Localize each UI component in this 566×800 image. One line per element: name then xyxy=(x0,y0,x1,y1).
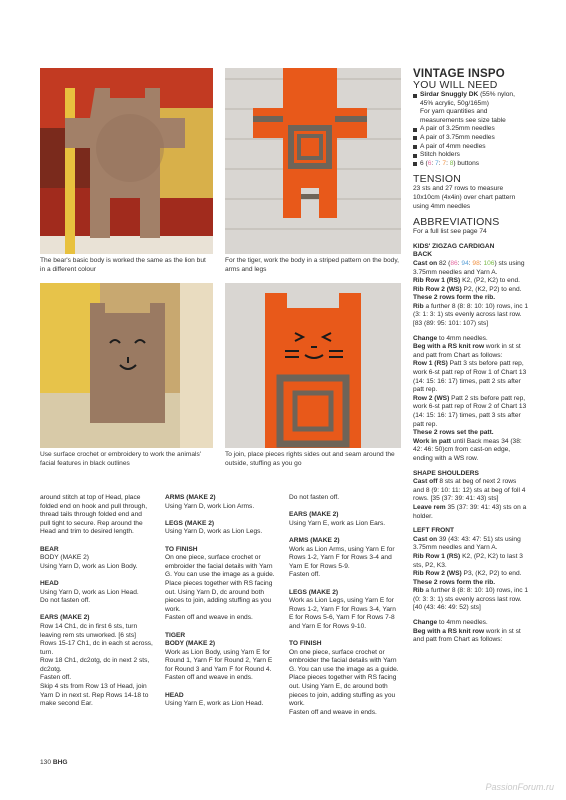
finish-heading: TO FINISH xyxy=(165,545,198,553)
tiger-legs-text: Work as Lion Legs, using Yarn E for Rows 1-2, Yarn F for Rows 3-4, Yarn E for Rows 5-6, Yarn F for Rows 7-8 and Yarn E for Rows 9-10. xyxy=(289,597,396,630)
tiger-finish-text-3: Fasten off and weave in ends. xyxy=(289,708,377,716)
back-rib-row-2: Rib Row 2 (WS) P2, (K2, P2) to end. xyxy=(413,285,522,293)
tiger-ears-heading: EARS (MAKE 2) xyxy=(289,511,339,519)
tiger-body-text: Work as Lion Body, using Yarn E for Round 1, Yarn F for Round 2, Yarn E for Round 3 and Yarn F for Round 4. xyxy=(165,648,273,673)
tension-heading: TENSION xyxy=(413,173,462,186)
left-rib-further: Rib a further 8 (8: 8: 10: 10) rows, inc 1 (0: 3: 3: 1) sts evenly across last row. [40 (43: 46: 49: 52) sts] xyxy=(413,587,529,612)
ears-text-4: Skip 4 sts from Row 13 of Head, join Yarn D in next st. Rep Rows 14-18 to make second Ear. xyxy=(40,683,149,708)
left-front-heading: LEFT FRONT xyxy=(413,527,455,535)
column-1 xyxy=(40,494,153,709)
head-heading: HEAD xyxy=(40,579,59,587)
finish-text-2: Place pieces together with RS facing out. Using Yarn D, dc around both pieces to join, adding stuffing as you work. xyxy=(165,579,273,613)
caption-tiger: For the tiger, work the body in a striped pattern on the body, arms and legs xyxy=(225,257,399,273)
tiger-finish-heading: TO FINISH xyxy=(289,640,322,648)
tiger-head-heading: HEAD xyxy=(165,691,184,699)
left-rib-row-1: Rib Row 1 (RS) K2, (P2, K2) to last 3 sts, P2, K3. xyxy=(413,552,523,569)
arms-text: Using Yarn D, work Lion Arms. xyxy=(165,502,255,510)
bear-body-text: Using Yarn D, work as Lion Body. xyxy=(40,562,138,570)
photo-bear-face xyxy=(40,283,213,448)
legs-text: Using Yarn D, work as Lion Legs. xyxy=(165,528,263,536)
ears-text-3: Fasten off. xyxy=(40,674,72,682)
shoulders-cast-off: Cast off 8 sts at beg of next 2 rows and 8 (9: 10: 11: 12) sts at beg of foll 4 rows. [35 (37: 39: 41: 43) sts] xyxy=(413,478,526,503)
material-needles-375: A pair of 3.75mm needles xyxy=(413,134,529,143)
tension-text: 23 sts and 27 rows to measure 10x10cm (4x4in) over chart pattern using 4mm needles xyxy=(413,185,516,210)
shape-shoulders-heading: SHAPE SHOULDERS xyxy=(413,469,479,477)
left-cast-on: Cast on 39 (43: 43: 47: 51) sts using 3.75mm needles and Yarn A. xyxy=(413,535,521,552)
abbreviations-text: For a full list see page 74 xyxy=(413,228,487,236)
left-rib-form: These 2 rows form the rib. xyxy=(413,578,496,586)
back-cast-on: Cast on 82 (86: 94: 98: 106) sts using 3.75mm needles and Yarn A. xyxy=(413,259,525,276)
abbreviations-heading: ABBREVIATIONS xyxy=(413,216,500,229)
page-footer xyxy=(40,759,68,766)
materials-list xyxy=(413,91,529,168)
photo-tiger-body xyxy=(225,68,401,254)
tiger-ears-text: Using Yarn E, work as Lion Ears. xyxy=(289,519,386,527)
head-text: Using Yarn D, work as Lion Head. xyxy=(40,588,139,596)
tiger-arms-text: Work as Lion Arms, using Yarn E for Rows 1-2, Yarn F for Rows 3-4 and Yarn E for Rows 5-9. xyxy=(289,545,395,570)
material-yarn: Sirdar Snuggly DK (55% nylon, 45% acrylic, 50g/165m) xyxy=(413,91,529,108)
legs-heading: LEGS (MAKE 2) xyxy=(165,519,215,527)
back-rib-further: Rib a further 8 (8: 8: 10: 10) rows, inc 1 (3: 1: 3: 1) sts evenly across last row. [83 (89: 95: 101: 107) sts] xyxy=(413,302,529,328)
column-3 xyxy=(289,494,401,717)
back-row-1: Row 1 (RS) Patt 3 sts before patt rep, work 6-st patt rep of Row 1 of Chart 13 (14: 15: 16: 17) times, patt 2 sts after patt rep. xyxy=(413,360,527,394)
material-yarn-note: For yarn quantities and measurements see size table xyxy=(420,108,506,124)
intro-text: around stitch at top of Head, place folded end on hook and pull through, thread tails through folded end and pull tight to secure. Rep around the Head and trim to desired length. xyxy=(40,494,148,536)
back-row-2: Row 2 (WS) Patt 2 sts before patt rep, work 6-st patt rep of Row 2 of Chart 13 (14: 15: 16: 17) times, patt 3 sts after patt rep. xyxy=(413,394,527,428)
back-change-needles: Change to 4mm needles. xyxy=(413,334,488,342)
magazine-brand: BHG xyxy=(52,759,68,766)
bear-heading: BEAR xyxy=(40,545,59,553)
shoulders-leave: Leave rem 35 (37: 39: 41: 43) sts on a holder. xyxy=(413,503,527,520)
tiger-legs-heading: LEGS (MAKE 2) xyxy=(289,588,339,596)
tiger-heading: TIGER xyxy=(165,631,186,639)
watermark: PassionForum.ru xyxy=(485,782,554,792)
ears-text: Row 14 Ch1, dc in first 6 sts, turn leaving rem sts unworked. [6 sts] Rows 15-17 Ch1, dc in each st across, turn. xyxy=(40,622,153,656)
tiger-body-heading: BODY (MAKE 2) xyxy=(165,640,216,648)
back-begin-knit: Beg with a RS knit row work in st st and patt from Chart as follows: xyxy=(413,343,521,359)
bear-body-subheading: BODY (MAKE 2) xyxy=(40,554,89,562)
left-change-needles: Change to 4mm needles. xyxy=(413,619,488,627)
no-fasten-text: Do not fasten off. xyxy=(289,494,340,501)
sidebar-title: VINTAGE INSPO xyxy=(413,68,505,80)
tiger-finish-text-2: Place pieces together with RS facing out. Using Yarn E, dc around both pieces to join, adding stuffing as you work. xyxy=(289,674,397,708)
tiger-arms-heading: ARMS (MAKE 2) xyxy=(289,536,340,544)
sidebar-pattern xyxy=(413,68,529,645)
photo-tiger-face xyxy=(225,283,401,448)
back-work-in-patt: Work in patt until Back meas 34 (38: 42: 46: 50)cm from cast-on edge, ending with a WS row. xyxy=(413,437,522,462)
caption-bear: The bear's basic body is worked the same as the lion but in a different colour xyxy=(40,257,206,273)
finish-text-3: Fasten off and weave in ends. xyxy=(165,614,253,622)
column-2 xyxy=(165,494,277,709)
arms-heading: ARMS (MAKE 2) xyxy=(165,494,216,501)
back-heading: BACK xyxy=(413,251,433,259)
back-rib-row-1: Rib Row 1 (RS) K2, (P2, K2) to end. xyxy=(413,277,521,285)
caption-bear-face: Use surface crochet or embroidery to work the animals' facial features in black outlines xyxy=(40,451,202,467)
tiger-body-text-2: Fasten off and weave in ends. xyxy=(165,674,253,682)
caption-tiger-join: To join, place pieces rights sides out and seam around the outside, stuffing as you go xyxy=(225,451,395,467)
tiger-arms-text-2: Fasten off. xyxy=(289,571,321,579)
head-text-2: Do not fasten off. xyxy=(40,597,91,605)
kids-cardigan-heading: KIDS' ZIGZAG CARDIGAN xyxy=(413,242,495,250)
left-rib-row-2: Rib Row 2 (WS) P3, (K2, P2) to end. xyxy=(413,570,522,578)
tiger-finish-text: On one piece, surface crochet or embroider the facial details with Yarn G. You can use the image as a guide. xyxy=(289,648,399,673)
material-stitch-holders: Stitch holders xyxy=(413,151,529,160)
back-rib-form: These 2 rows form the rib. xyxy=(413,294,496,302)
back-set-patt: These 2 rows set the patt. xyxy=(413,429,494,437)
material-needles-4: A pair of 4mm needles xyxy=(413,143,529,152)
page-number: 130 xyxy=(40,759,52,766)
left-begin-knit: Beg with a RS knit row work in st st and patt from Chart as follows: xyxy=(413,627,521,644)
ears-text-2: Row 18 Ch1, dc2otg, dc in next 2 sts, dc2otg. xyxy=(40,657,150,673)
ears-heading: EARS (MAKE 2) xyxy=(40,614,90,622)
material-needles-325: A pair of 3.25mm needles xyxy=(413,125,529,134)
finish-text: On one piece, surface crochet or embroider the facial details with Yarn G. You can use the image as a guide. xyxy=(165,554,275,579)
material-buttons: 6 (6: 7: 7: 8) buttons xyxy=(413,160,529,169)
tiger-head-text: Using Yarn E, work as Lion Head. xyxy=(165,700,264,708)
photo-bear-body xyxy=(40,68,213,254)
you-will-need-heading: YOU WILL NEED xyxy=(413,79,498,91)
